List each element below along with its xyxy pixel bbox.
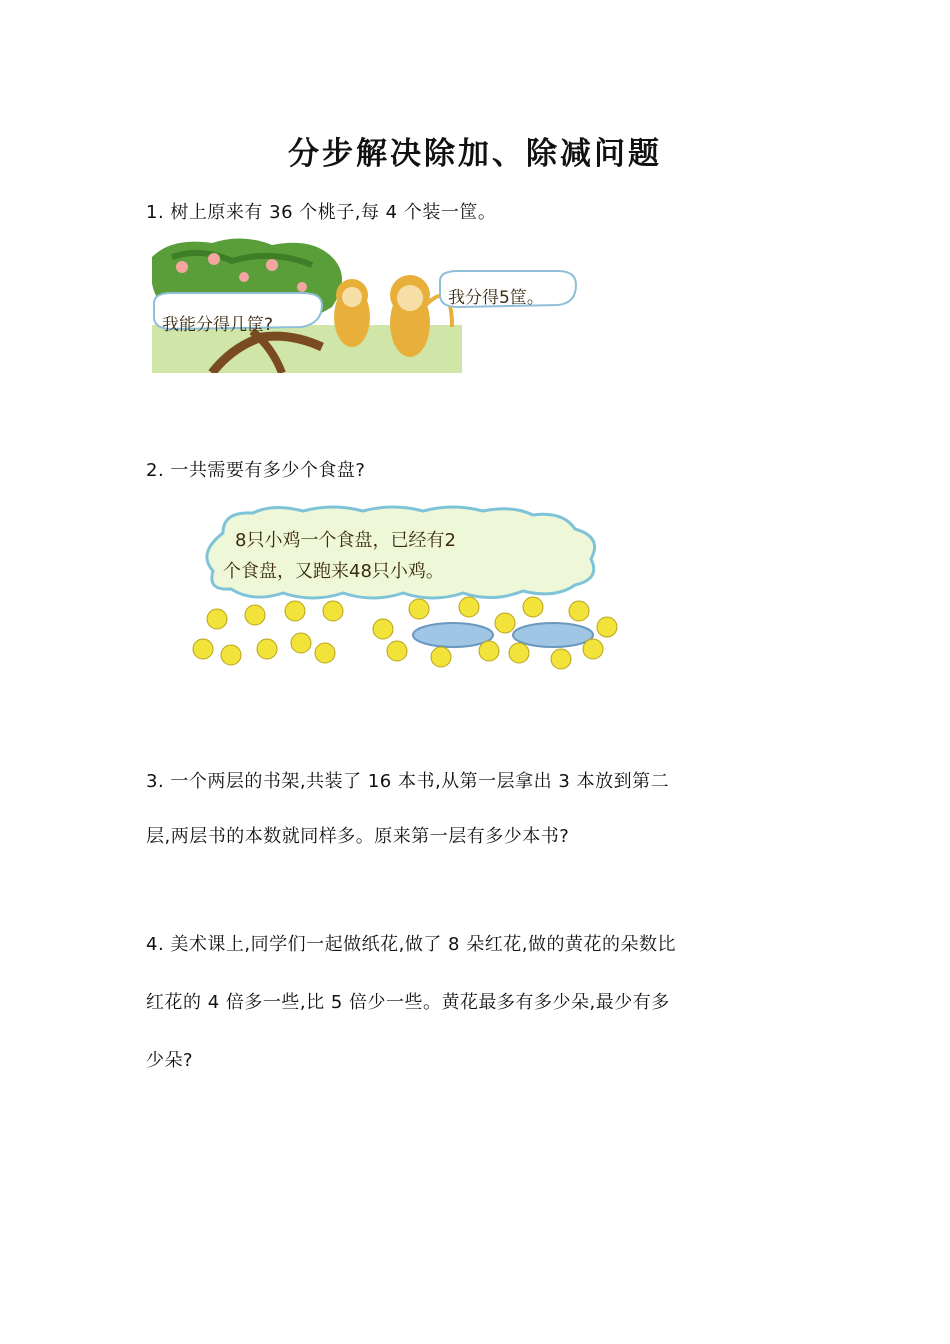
cloud-text-line-1: 8只小鸡一个食盘，已经有2 — [235, 530, 456, 551]
question-4-line-2: 红花的 4 倍多一些,比 5 倍少一些。黄花最多有多少朵,最少有多 — [146, 992, 670, 1013]
question-3-line-2: 层,两层书的本数就同样多。原来第一层有多少本书? — [146, 826, 570, 847]
question-4-line-3: 少朵? — [146, 1050, 194, 1071]
question-4-line-1: 4. 美术课上,同学们一起做纸花,做了 8 朵红花,做的黄花的朵数比 — [146, 934, 676, 955]
speech-bubble-left: 我能分得几筐? — [162, 315, 274, 335]
question-1: 1. 树上原来有 36 个桃子,每 4 个装一筐。 — [146, 202, 497, 223]
question-2: 2. 一共需要有多少个食盘? — [146, 460, 366, 481]
page-title: 分步解决除加、除减问题 — [288, 136, 662, 172]
speech-bubble-right: 我分得5筐。 — [448, 288, 544, 308]
cloud-text-line-2: 个食盘，又跑来48只小鸡。 — [223, 561, 444, 582]
chicks-illustration — [183, 503, 623, 683]
monkey-peach-illustration — [152, 237, 582, 373]
question-3-line-1: 3. 一个两层的书架,共装了 16 本书,从第一层拿出 3 本放到第二 — [146, 771, 670, 792]
